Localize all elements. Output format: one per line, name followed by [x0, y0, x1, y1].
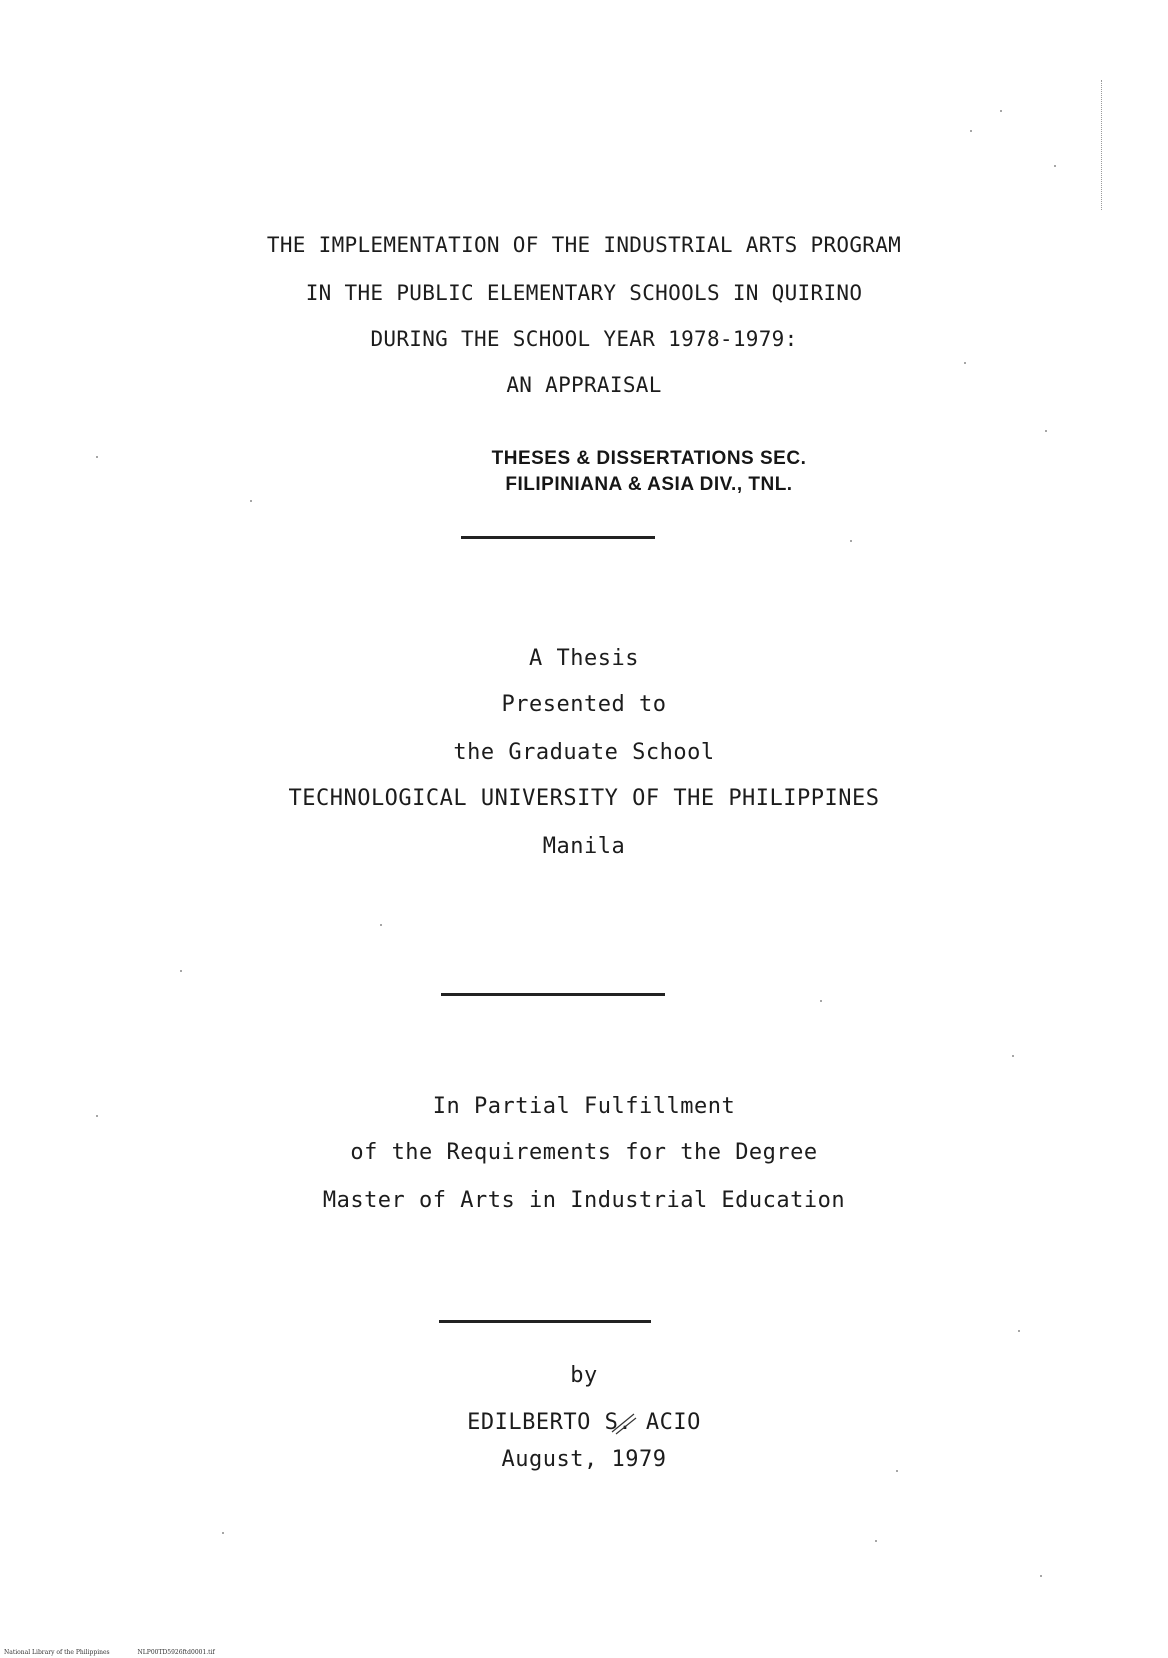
pen-mark [608, 1410, 638, 1436]
by-label: by [570, 1363, 598, 1388]
scan-speck [1000, 110, 1002, 112]
scan-speck [896, 1470, 898, 1472]
fulfillment-line-3: Master of Arts in Industrial Education [322, 1188, 846, 1213]
thesis-line-3: the Graduate School [453, 740, 715, 765]
scan-speck [180, 970, 182, 972]
thesis-line-2: Presented to [501, 692, 667, 717]
scan-speck [1018, 1330, 1020, 1332]
scan-speck [1054, 165, 1056, 167]
scan-speck [1040, 1575, 1042, 1577]
scan-speck [1045, 430, 1047, 432]
scan-speck [96, 456, 98, 458]
title-line-2: IN THE PUBLIC ELEMENTARY SCHOOLS IN QUIRINO [305, 281, 863, 305]
footer-library: National Library of the Philippines [4, 1649, 110, 1656]
title-line-1: THE IMPLEMENTATION OF THE INDUSTRIAL ARTS PROGRAM [266, 233, 902, 257]
scan-speck [222, 1532, 224, 1534]
stamp-line-1: THESES & DISSERTATIONS SEC. [491, 448, 807, 469]
scan-speck [970, 130, 972, 132]
thesis-line-1: A Thesis [529, 646, 639, 671]
fulfillment-line-2: of the Requirements for the Degree [350, 1140, 818, 1165]
author-name: EDILBERTO S. ACIO [467, 1410, 701, 1435]
scan-speck [820, 1000, 822, 1002]
scan-speck [250, 500, 252, 502]
fulfillment-line-1: In Partial Fulfillment [432, 1094, 736, 1119]
title-line-3: DURING THE SCHOOL YEAR 1978-1979: [370, 327, 798, 351]
scan-speck [850, 540, 852, 542]
separator-rule-1 [461, 536, 655, 539]
footer-file: NLP00TD5926ftd0001.tif [137, 1649, 215, 1656]
submission-date: August, 1979 [501, 1447, 667, 1472]
scan-edge-mark [1101, 80, 1103, 210]
thesis-city: Manila [542, 834, 626, 859]
scan-speck [1012, 1055, 1014, 1057]
separator-rule-2 [441, 993, 665, 996]
scan-footer [4, 1649, 241, 1656]
scan-speck [875, 1540, 877, 1542]
scan-speck [96, 1115, 98, 1117]
scan-speck [964, 362, 966, 364]
separator-rule-3 [439, 1320, 651, 1323]
title-line-4: AN APPRAISAL [506, 373, 662, 397]
scan-speck [380, 924, 382, 926]
university-name: TECHNOLOGICAL UNIVERSITY OF THE PHILIPPINES [288, 786, 880, 811]
stamp-line-2: FILIPINIANA & ASIA DIV., TNL. [505, 474, 793, 495]
